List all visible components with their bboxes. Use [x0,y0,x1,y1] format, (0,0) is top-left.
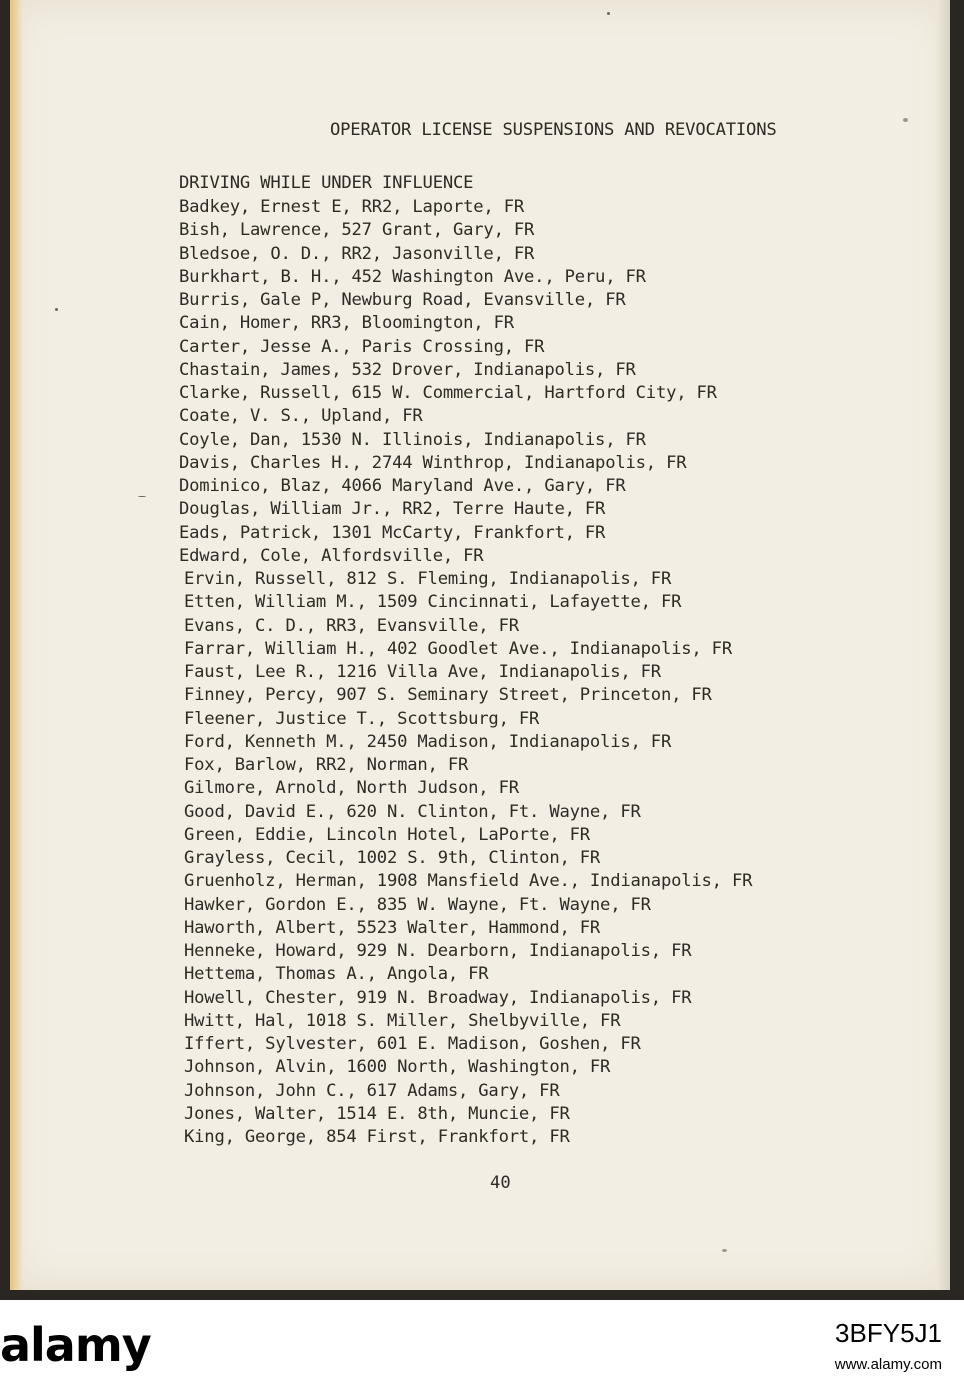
list-item: Hwitt, Hal, 1018 S. Miller, Shelbyville, FR [184,1010,621,1031]
page-number: 40 [490,1173,511,1193]
list-item: Fleener, Justice T., Scottsburg, FR [184,708,540,729]
list-item: Fox, Barlow, RR2, Norman, FR [184,755,469,775]
list-item: Hettema, Thomas A., Angola, FR [184,964,489,985]
paper-speck [903,118,908,122]
list-item: Finney, Percy, 907 S. Seminary Street, Princeton, FR [184,685,712,706]
paper-speck [722,1249,727,1252]
list-item: Cain, Homer, RR3, Bloomington, FR [179,313,514,334]
list-item: Howell, Chester, 919 N. Broadway, Indianapolis, FR [184,987,692,1008]
list-item: Douglas, William Jr., RR2, Terre Haute, FR [179,499,606,520]
list-item: Carter, Jesse A., Paris Crossing, FR [179,336,545,357]
suspension-list [179,196,752,1149]
list-item: Grayless, Cecil, 1002 S. 9th, Clinton, FR [184,848,601,868]
list-item: Ford, Kenneth M., 2450 Madison, Indianapolis, FR [184,731,672,752]
list-item: Henneke, Howard, 929 N. Dearborn, Indianapolis, FR [184,941,692,961]
page-edge-right [936,0,950,1290]
page-edge-left [10,0,22,1290]
list-item: Coate, V. S., Upland, FR [179,406,423,427]
list-item: Badkey, Ernest E, RR2, Laporte, FR [179,197,525,217]
list-item: Evans, C. D., RR3, Evansville, FR [184,615,519,636]
list-item: Iffert, Sylvester, 601 E. Madison, Goshen, FR [184,1034,641,1054]
list-item: Jones, Walter, 1514 E. 8th, Muncie, FR [184,1103,570,1124]
list-item: Burris, Gale P, Newburg Road, Evansville, FR [179,290,626,310]
list-item: Haworth, Albert, 5523 Walter, Hammond, FR [184,917,601,938]
image-id: 3BFY5J1 [835,1318,942,1348]
list-item: Gruenholz, Herman, 1908 Mansfield Ave., Indianapolis, FR [184,871,753,892]
list-item: King, George, 854 First, Frankfort, FR [184,1127,570,1147]
list-item: Ervin, Russell, 812 S. Fleming, Indianapolis, FR [184,569,672,589]
list-item: Good, David E., 620 N. Clinton, Ft. Wayne, FR [184,801,641,822]
list-item: Green, Eddie, Lincoln Hotel, LaPorte, FR [184,824,590,845]
list-item: Etten, William M., 1509 Cincinnati, Lafayette, FR [184,592,682,613]
list-item: Faust, Lee R., 1216 Villa Ave, Indianapolis, FR [184,662,661,682]
list-item: Farrar, William H., 402 Goodlet Ave., Indianapolis, FR [184,638,732,659]
list-item: Gilmore, Arnold, North Judson, FR [184,778,519,799]
alamy-logo: alamy [0,1318,151,1372]
list-item: Coyle, Dan, 1530 N. Illinois, Indianapolis, FR [179,429,646,450]
page-heading: OPERATOR LICENSE SUSPENSIONS AND REVOCATIONS [330,120,777,140]
section-title: DRIVING WHILE UNDER INFLUENCE [179,173,474,193]
list-item: Chastain, James, 532 Drover, Indianapolis, FR [179,359,636,380]
list-item: Hawker, Gordon E., 835 W. Wayne, Ft. Wayne, FR [184,894,651,915]
watermark-url: www.alamy.com [834,1356,942,1373]
list-item: Edward, Cole, Alfordsville, FR [179,545,484,566]
list-item: Davis, Charles H., 2744 Winthrop, Indianapolis, FR [179,452,687,473]
list-item: Clarke, Russell, 615 W. Commercial, Hartford City, FR [179,383,717,403]
paper-speck [138,496,146,497]
paper-speck [607,12,610,15]
list-item: Bish, Lawrence, 527 Grant, Gary, FR [179,220,535,241]
list-item: Burkhart, B. H., 452 Washington Ave., Peru, FR [179,266,646,287]
list-item: Bledsoe, O. D., RR2, Jasonville, FR [179,243,535,264]
list-item: Johnson, Alvin, 1600 North, Washington, FR [184,1057,611,1078]
list-item: Johnson, John C., 617 Adams, Gary, FR [184,1080,560,1101]
list-item: Eads, Patrick, 1301 McCarty, Frankfort, FR [179,522,606,543]
list-item: Dominico, Blaz, 4066 Maryland Ave., Gary, FR [179,476,626,496]
paper-speck [55,308,58,311]
